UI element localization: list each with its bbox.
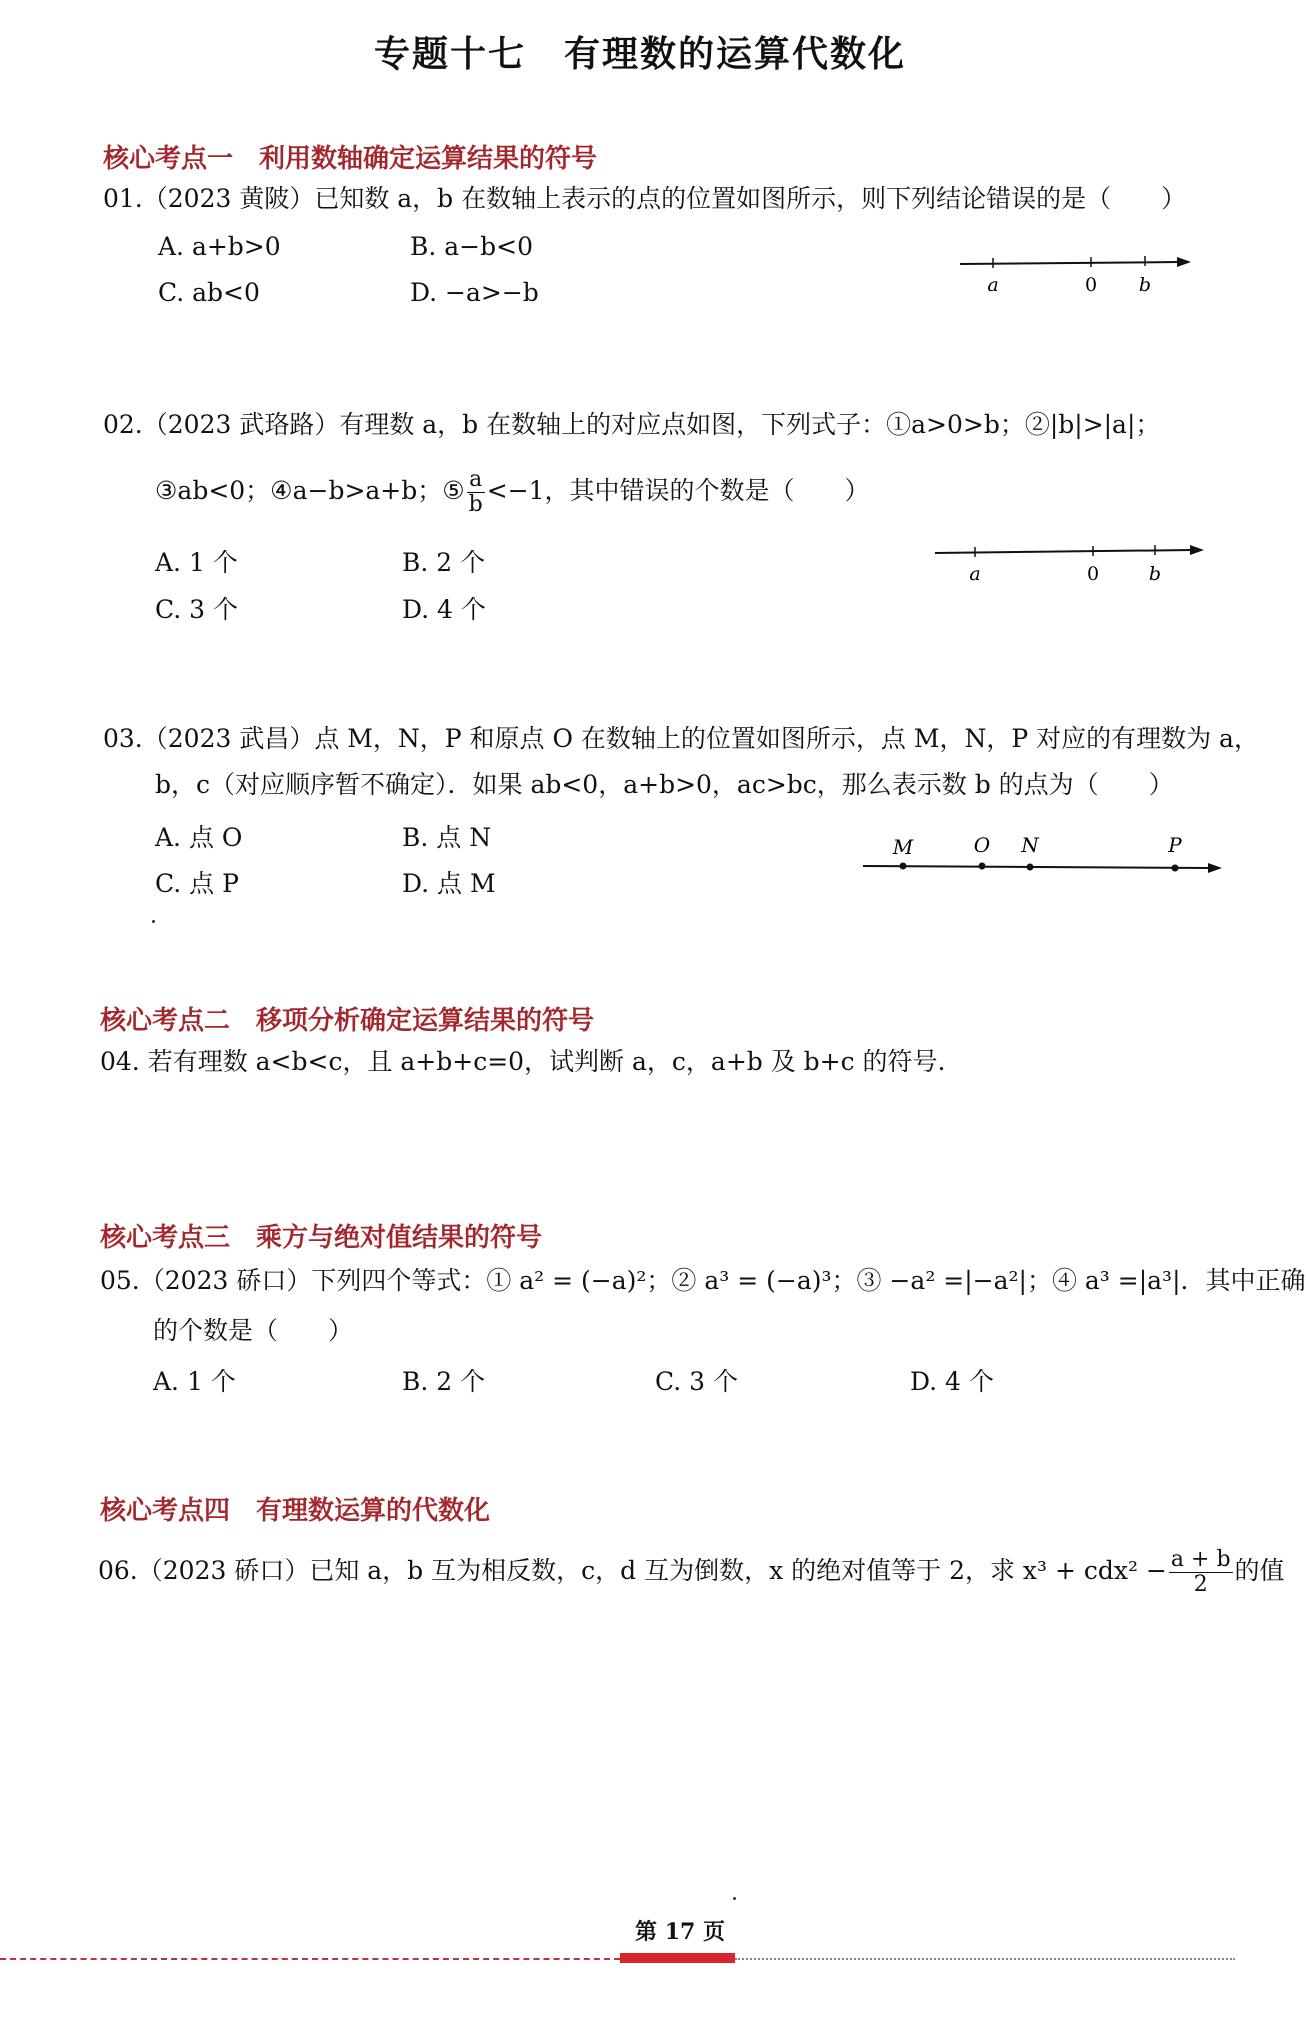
q6-fraction — [1169, 1548, 1233, 1597]
q3-label-o: O — [973, 833, 991, 857]
q2-stem-part-a: ③ab<0；④a−b>a+b；⑤ — [155, 476, 465, 505]
q3-stem-line2: b，c（对应顺序暂不确定）．如果 ab<0，a+b>0，ac>bc，那么表示数 b 的点为（ ） — [155, 770, 1174, 799]
q1-label-0: 0 — [1084, 274, 1098, 296]
q2-label-a: a — [969, 563, 981, 585]
footer-red-bar — [620, 1953, 735, 1963]
q2-label-b: b — [1148, 563, 1162, 585]
q5-option-d: D. 4 个 — [910, 1367, 994, 1396]
q6-stem-part-b: 的值 — [1234, 1556, 1285, 1585]
q2-fraction-denominator: b — [468, 492, 483, 517]
q3-label-m: M — [892, 835, 914, 859]
q5-stem-line2: 的个数是（ ） — [153, 1316, 354, 1345]
q2-option-d: D. 4 个 — [402, 595, 486, 624]
q5-option-b: B. 2 个 — [402, 1367, 486, 1396]
q1-label-a: a — [987, 274, 999, 296]
q6-stem — [98, 1547, 1285, 1597]
q1-number-line — [955, 248, 1195, 298]
q5-option-c: C. 3 个 — [655, 1367, 738, 1396]
q5-option-a: A. 1 个 — [153, 1367, 236, 1396]
stray-dot — [152, 920, 155, 923]
q3-option-b: B. 点 N — [402, 823, 492, 852]
q1-option-c: C. ab<0 — [158, 278, 260, 307]
q2-fraction-numerator: a — [467, 468, 485, 493]
q3-option-c: C. 点 P — [155, 869, 239, 898]
q6-fraction-denominator: 2 — [1193, 1572, 1208, 1597]
q2-number-line — [930, 535, 1210, 585]
q1-option-a: A. a+b>0 — [158, 232, 281, 261]
section-3-heading: 核心考点三 乘方与绝对值结果的符号 — [100, 1223, 543, 1253]
q2-stem-line2 — [155, 468, 870, 517]
q6-stem-part-a: 06.（2023 硚口）已知 a，b 互为相反数，c，d 互为倒数，x 的绝对值等于 2，求 x³ + cdx² − — [98, 1556, 1167, 1585]
q2-label-0: 0 — [1086, 563, 1100, 585]
page-number: 第 17 页 — [635, 1919, 725, 1945]
q1-option-d: D. −a>−b — [410, 278, 539, 307]
q1-option-b: B. a−b<0 — [410, 232, 533, 261]
q3-option-a: A. 点 O — [155, 823, 243, 852]
q3-number-line — [858, 830, 1228, 880]
q2-fraction — [467, 468, 485, 517]
q4-stem: 04. 若有理数 a<b<c，且 a+b+c=0，试判断 a，c，a+b 及 b+c 的符号． — [100, 1047, 963, 1076]
section-1-heading: 核心考点一 利用数轴确定运算结果的符号 — [103, 144, 598, 174]
q3-option-d: D. 点 M — [402, 869, 496, 898]
q6-fraction-numerator: a + b — [1170, 1547, 1231, 1572]
q2-option-c: C. 3 个 — [155, 595, 238, 624]
q1-stem: 01.（2023 黄陂）已知数 a，b 在数轴上表示的点的位置如图所示，则下列结论错误的是（ ） — [103, 184, 1187, 213]
q1-label-b: b — [1138, 274, 1152, 296]
footer-dashed-rule-left — [0, 1958, 620, 1960]
page-title: 专题十七 有理数的运算代数化 — [373, 33, 906, 75]
q3-stem-line1: 03.（2023 武昌）点 M，N，P 和原点 O 在数轴上的位置如图所示，点 M，N，P 对应的有理数为 a， — [103, 724, 1259, 753]
q2-stem-line1: 02.（2023 武珞路）有理数 a，b 在数轴上的对应点如图，下列式子：①a>0>b；②|b|>|a|； — [103, 410, 1161, 439]
q2-option-b: B. 2 个 — [402, 548, 486, 577]
q2-stem-part-b: <−1，其中错误的个数是（ ） — [486, 476, 870, 505]
stray-dot-footer — [733, 1897, 736, 1900]
footer-dotted-rule-right — [735, 1958, 1235, 1960]
section-4-heading: 核心考点四 有理数运算的代数化 — [100, 1496, 491, 1526]
q3-label-p: P — [1168, 833, 1182, 857]
section-2-heading: 核心考点二 移项分析确定运算结果的符号 — [100, 1006, 595, 1036]
q2-option-a: A. 1 个 — [155, 548, 238, 577]
q5-stem-line1: 05.（2023 硚口）下列四个等式：① a² = (−a)²；② a³ = (−a)³；③ −a² =|−a²|；④ a³ =|a³|．其中正确 — [100, 1266, 1306, 1295]
q3-label-n: N — [1021, 833, 1039, 857]
